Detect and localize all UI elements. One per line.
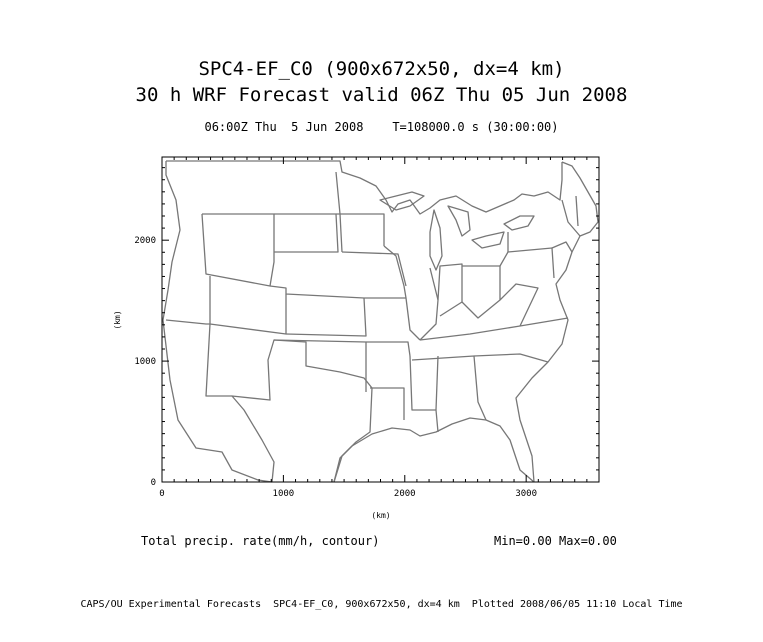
x-tick-label: 2000 bbox=[393, 489, 416, 499]
footer-credit: CAPS/OU Experimental Forecasts SPC4-EF_C0, 900x672x50, dx=4 km Plotted 2008/06/05 11:10 Local Time bbox=[80, 599, 683, 610]
y-tick-label: 0 bbox=[150, 478, 156, 488]
x-axis-unit: (km) bbox=[371, 511, 391, 520]
field-label: Total precip. rate(mm/h, contour) bbox=[141, 534, 380, 548]
y-tick-label: 1000 bbox=[134, 357, 156, 368]
valid-time-line: 06:00Z Thu 5 Jun 2008 T=108000.0 s (30:00:00) bbox=[204, 120, 559, 134]
y-axis-unit: (km) bbox=[113, 310, 122, 330]
y-tick-label: 2000 bbox=[134, 236, 156, 247]
state-boundaries bbox=[163, 161, 598, 482]
x-axis-ticks bbox=[159, 157, 599, 499]
title-line-2: 30 h WRF Forecast valid 06Z Thu 05 Jun 2008 bbox=[135, 84, 628, 106]
x-tick-label: 0 bbox=[159, 489, 165, 499]
x-tick-label: 1000 bbox=[272, 489, 295, 499]
plot-frame bbox=[162, 157, 599, 482]
title-line-1: SPC4-EF_C0 (900x672x50, dx=4 km) bbox=[198, 58, 565, 80]
min-max-values: Min=0.00 Max=0.00 bbox=[494, 534, 617, 548]
x-tick-label: 3000 bbox=[515, 489, 538, 499]
